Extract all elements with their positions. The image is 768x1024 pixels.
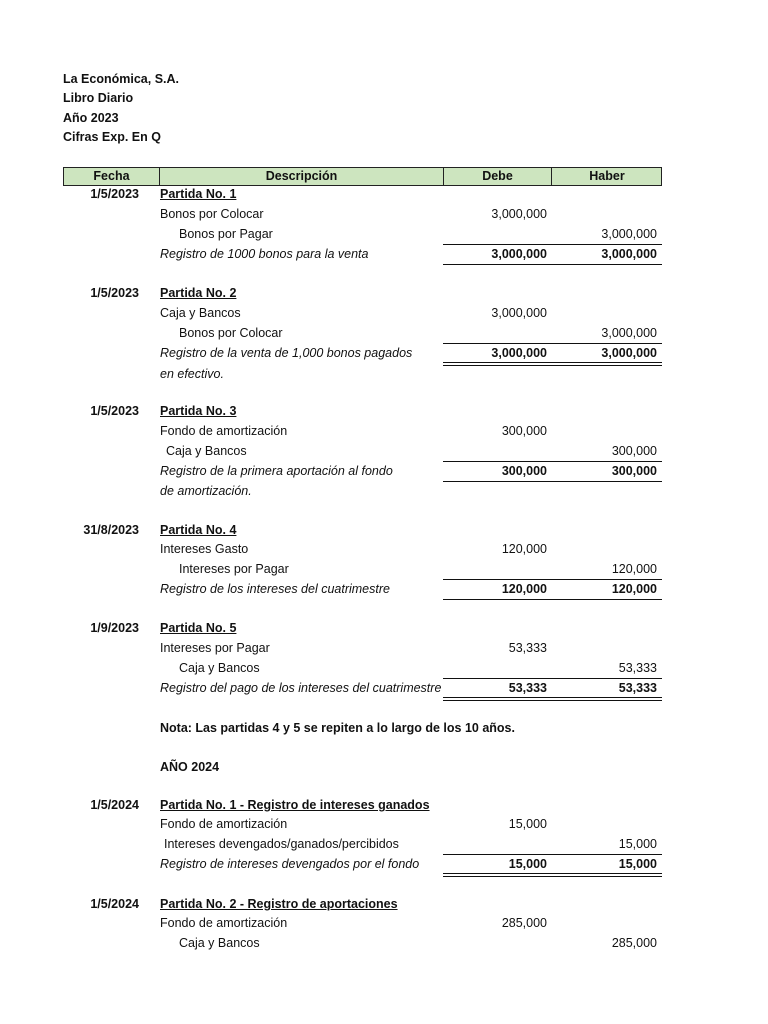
debit-amount: 15,000 [508, 817, 547, 831]
entry-note: Registro de 1000 bonos para la venta [160, 247, 369, 261]
table-row [0, 815, 768, 835]
entry-title: Partida No. 3 [160, 404, 237, 418]
table-row [0, 344, 768, 364]
debit-amount: 120,000 [501, 542, 547, 556]
entry-date: 1/5/2024 [90, 798, 139, 812]
table-row [0, 521, 768, 541]
table-row [0, 442, 768, 462]
table-row [0, 619, 768, 639]
debit-account: Intereses por Pagar [160, 641, 270, 655]
table-row [0, 659, 768, 679]
credit-account: Caja y Bancos [166, 444, 247, 458]
total-debe: 3,000,000 [491, 346, 547, 360]
table-row [0, 934, 768, 954]
credit-amount: 3,000,000 [601, 227, 657, 241]
credit-amount: 3,000,000 [601, 326, 657, 340]
table-row [0, 855, 768, 875]
table-row [0, 185, 768, 205]
entry-note: Registro de los intereses del cuatrimestre [160, 582, 390, 596]
total-haber: 120,000 [611, 582, 657, 596]
debit-amount: 3,000,000 [491, 207, 547, 221]
company-name: La Económica, S.A. [63, 72, 180, 86]
table-row [0, 719, 768, 739]
credit-account: Intereses devengados/ganados/percibidos [164, 837, 399, 851]
entry-date: 1/9/2023 [90, 621, 139, 635]
credit-amount: 53,333 [618, 661, 657, 675]
credit-account: Bonos por Colocar [179, 326, 283, 340]
entry-title: Partida No. 1 [160, 187, 237, 201]
entry-title: Partida No. 2 [160, 286, 237, 300]
divider [443, 264, 662, 265]
table-row [0, 402, 768, 422]
table-row [0, 365, 768, 385]
table-row [0, 835, 768, 855]
entry-date: 1/5/2023 [90, 286, 139, 300]
table-header [63, 167, 662, 186]
credit-account: Caja y Bancos [179, 936, 260, 950]
debit-account: Fondo de amortización [160, 424, 288, 438]
credit-account: Caja y Bancos [179, 661, 260, 675]
table-row [0, 914, 768, 934]
debit-account: Caja y Bancos [160, 306, 241, 320]
table-row [0, 284, 768, 304]
table-row [0, 758, 768, 778]
divider [443, 599, 662, 600]
table-row [0, 540, 768, 560]
entry-date: 1/5/2023 [90, 187, 139, 201]
entry-note: Registro de la venta de 1,000 bonos pagados [160, 346, 413, 360]
table-row [0, 422, 768, 442]
table-row [0, 324, 768, 344]
total-haber: 53,333 [618, 681, 657, 695]
column-debe: Debe [444, 168, 552, 185]
company-header [63, 70, 179, 147]
credit-account: Intereses por Pagar [179, 562, 289, 576]
table-row [0, 205, 768, 225]
table-row [0, 462, 768, 482]
debit-account: Fondo de amortización [160, 916, 288, 930]
table-row [0, 245, 768, 265]
total-haber: 3,000,000 [601, 346, 657, 360]
table-row [0, 796, 768, 816]
debit-account: Bonos por Colocar [160, 207, 264, 221]
year-label: Año 2023 [63, 110, 119, 125]
column-fecha: Fecha [64, 168, 160, 185]
total-debe: 300,000 [501, 464, 547, 478]
double-divider [443, 873, 662, 877]
total-haber: 3,000,000 [601, 247, 657, 261]
entry-note: Registro de la primera aportación al fondo [160, 464, 393, 478]
debit-amount: 3,000,000 [491, 306, 547, 320]
book-name: Libro Diario [63, 91, 134, 106]
nota-text: Nota: Las partidas 4 y 5 se repiten a lo largo de los 10 años. [160, 721, 515, 735]
debit-amount: 285,000 [501, 916, 547, 930]
total-debe: 3,000,000 [491, 247, 547, 261]
year-2024-heading: AÑO 2024 [160, 760, 220, 774]
total-debe: 120,000 [501, 582, 547, 596]
debit-account: Fondo de amortización [160, 817, 288, 831]
column-descripcion: Descripción [160, 168, 444, 185]
currency-label: Cifras Exp. En Q [63, 129, 161, 144]
entry-date: 1/5/2023 [90, 404, 139, 418]
credit-amount: 300,000 [611, 444, 657, 458]
entry-title: Partida No. 1 - Registro de intereses ganados [160, 798, 430, 812]
debit-amount: 53,333 [508, 641, 547, 655]
entry-note-continued: de amortización. [160, 484, 252, 498]
total-debe: 53,333 [508, 681, 547, 695]
entry-title: Partida No. 5 [160, 621, 237, 635]
credit-amount: 120,000 [611, 562, 657, 576]
entry-date: 31/8/2023 [83, 523, 139, 537]
credit-account: Bonos por Pagar [179, 227, 273, 241]
double-divider [443, 697, 662, 701]
table-row [0, 560, 768, 580]
total-debe: 15,000 [508, 857, 547, 871]
credit-amount: 15,000 [618, 837, 657, 851]
table-row [0, 580, 768, 600]
table-row [0, 895, 768, 915]
table-row [0, 482, 768, 502]
entry-note-continued: en efectivo. [160, 367, 224, 381]
debit-account: Intereses Gasto [160, 542, 249, 556]
table-row [0, 304, 768, 324]
debit-amount: 300,000 [501, 424, 547, 438]
entry-note: Registro de intereses devengados por el fondo [160, 857, 420, 871]
entry-title: Partida No. 4 [160, 523, 237, 537]
entry-title: Partida No. 2 - Registro de aportaciones [160, 897, 398, 911]
table-row [0, 225, 768, 245]
table-row [0, 679, 768, 699]
entry-date: 1/5/2024 [90, 897, 139, 911]
column-haber: Haber [589, 169, 625, 183]
table-row [0, 639, 768, 659]
total-haber: 300,000 [611, 464, 657, 478]
total-haber: 15,000 [618, 857, 657, 871]
credit-amount: 285,000 [611, 936, 657, 950]
entry-note: Registro del pago de los intereses del cuatrimestre [160, 681, 442, 695]
